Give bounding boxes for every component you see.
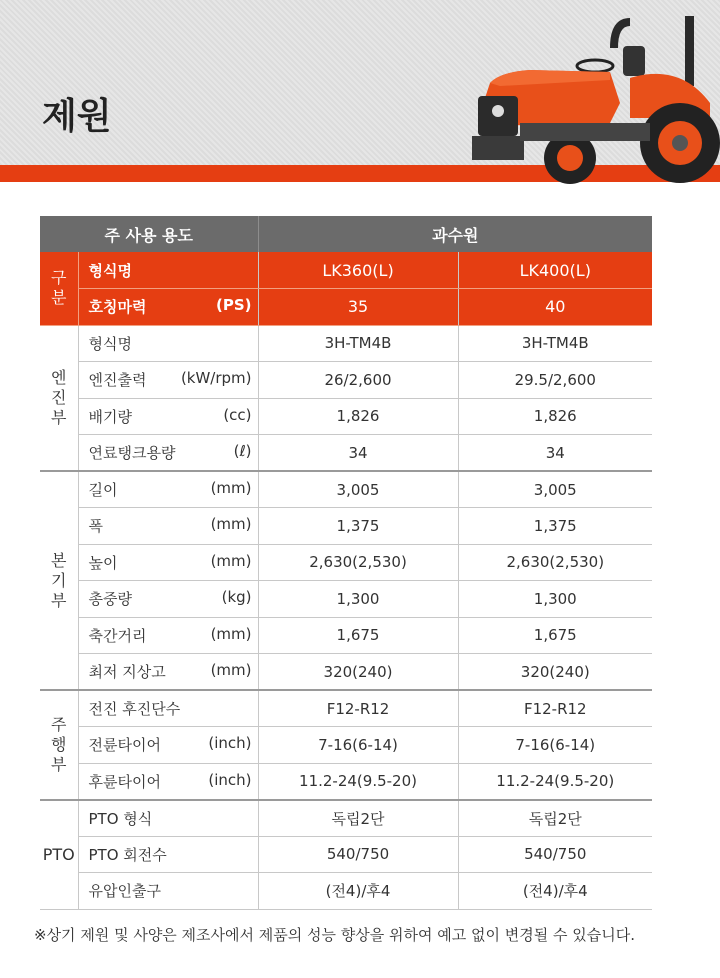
value-cell: 독립2단 [458,800,652,837]
value-cell: 11.2-24(9.5-20) [458,763,652,800]
row-label: 엔진출력 [88,371,147,390]
value-cell: 320(240) [258,654,458,691]
tractor-image [460,8,720,186]
row-unit: (inch) [208,734,252,753]
table-row [40,873,652,910]
row-label: PTO 형식 [88,809,153,828]
row-unit: (inch) [208,770,252,789]
value-cell: 34 [258,435,458,472]
value-cell: 2,630(2,530) [458,544,652,581]
row-label: 연료탱크용량 [88,444,176,462]
table-row [40,836,652,873]
value-cell: 1,375 [458,508,652,545]
table-row [40,617,652,654]
value-cell: 35 [258,289,458,326]
value-cell: 1,375 [258,508,458,545]
usage-value: 과수원 [258,216,652,252]
row-unit: (mm) [210,624,252,643]
value-cell: 540/750 [258,836,458,873]
value-cell: 1,300 [258,581,458,618]
table-row [40,471,652,508]
disclaimer-note: ※상기 제원 및 사양은 제조사에서 제품의 성능 향상을 위하여 예고 없이 변경될 수 있습니다. [34,926,635,944]
value-cell: 1,826 [458,398,652,435]
row-label: 총중량 [88,590,132,609]
table-row [40,508,652,545]
table-row [40,581,652,618]
row-label: 폭 [88,517,103,536]
row-label: 형식명 [88,334,132,353]
value-cell: 7-16(6-14) [258,727,458,764]
value-cell: 3H-TM4B [258,325,458,362]
value-cell: 26/2,600 [258,362,458,399]
table-row [40,362,652,399]
value-cell: LK400(L) [458,252,652,289]
value-cell: 독립2단 [258,800,458,837]
value-cell: 2,630(2,530) [258,544,458,581]
row-unit: (PS) [216,296,252,315]
table-row [40,435,652,472]
value-cell: 1,675 [458,617,652,654]
row-label: 축간거리 [88,626,147,645]
row-label: 후륜타이어 [88,772,161,791]
row-label: 배기량 [88,407,132,426]
value-cell: 11.2-24(9.5-20) [258,763,458,800]
row-label: 길이 [88,481,118,499]
table-row [40,690,652,727]
row-unit: (mm) [210,479,252,497]
value-cell: 320(240) [458,654,652,691]
row-label: 전진 후진단수 [88,700,181,718]
row-label: 최저 지상고 [88,663,166,681]
group-label: 엔 진 부 [40,325,78,471]
row-label: PTO 회전수 [88,845,167,864]
value-cell: 3H-TM4B [458,325,652,362]
spec-table [40,216,652,910]
row-label: 유압인출구 [88,882,161,901]
group-label: 주 행 부 [40,690,78,800]
value-cell: 34 [458,435,652,472]
model-row [40,252,652,289]
value-cell: 540/750 [458,836,652,873]
row-unit: (mm) [210,551,252,570]
group-label: 본 기 부 [40,471,78,690]
table-row [40,800,652,837]
table-row [40,398,652,435]
usage-label: 주 사용 용도 [40,216,258,252]
value-cell: 7-16(6-14) [458,727,652,764]
table-row [40,763,652,800]
value-cell: 1,675 [258,617,458,654]
row-unit: (kW/rpm) [180,369,252,388]
value-cell: 1,826 [258,398,458,435]
value-cell: (전4)/후4 [258,873,458,910]
row-unit: (kg) [221,588,252,607]
table-row [40,727,652,764]
value-cell: 29.5/2,600 [458,362,652,399]
row-unit: (mm) [210,515,252,534]
row-label: 전륜타이어 [88,736,161,755]
value-cell: (전4)/후4 [458,873,652,910]
row-unit: (ℓ) [233,442,252,460]
value-cell: F12-R12 [458,690,652,727]
value-cell: 3,005 [258,471,458,508]
red-group-label: 구 분 [40,252,78,325]
table-row [40,654,652,691]
row-label: 형식명 [88,261,132,280]
table-header-row [40,216,652,252]
power-row [40,289,652,326]
value-cell: F12-R12 [258,690,458,727]
row-label: 호칭마력 [88,298,147,317]
value-cell: 1,300 [458,581,652,618]
row-label: 높이 [88,553,118,572]
table-row [40,544,652,581]
group-label: PTO [40,800,78,910]
row-unit: (mm) [210,661,252,679]
value-cell: LK360(L) [258,252,458,289]
row-unit: (cc) [223,405,252,424]
page-title: 제원 [42,96,112,137]
value-cell: 40 [458,289,652,326]
value-cell: 3,005 [458,471,652,508]
table-row [40,325,652,362]
